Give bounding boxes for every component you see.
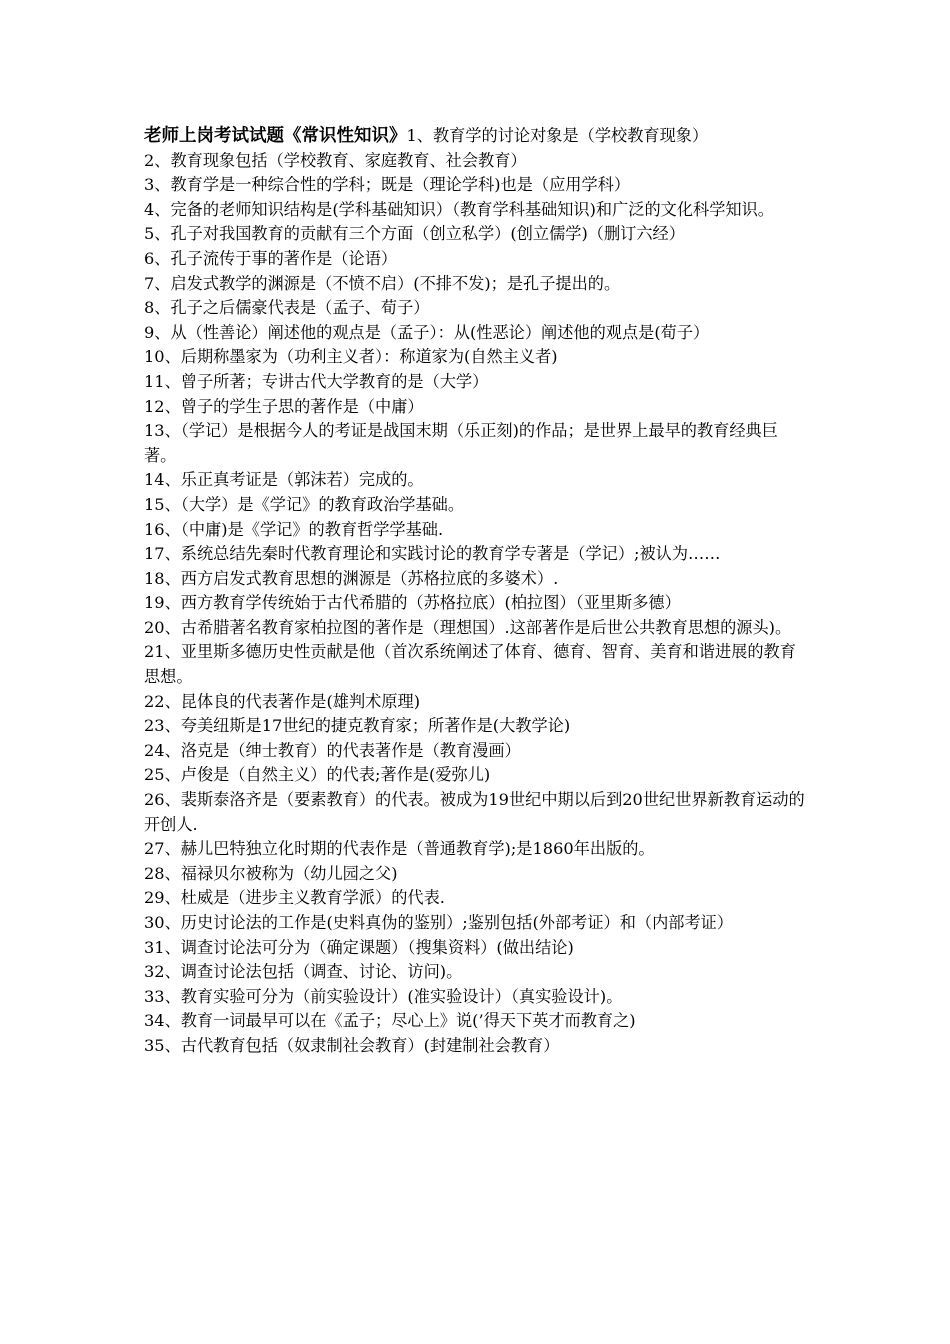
document-line-25: 25、卢俊是（自然主义）的代表;著作是(爱弥儿) [144, 765, 491, 785]
document-line-29: 29、杜威是（进步主义教育学派）的代表. [144, 888, 445, 908]
document-line-24: 24、洛克是（绅士教育）的代表著作是（教育漫画） [144, 740, 521, 760]
document-line-14: 14、乐正真考证是（郭沫若）完成的。 [144, 470, 424, 490]
document-line-16: 16、（中庸)是《学记》的教育哲学学基础. [144, 519, 444, 539]
document-line-30: 30、历史讨论法的工作是(史料真伪的鉴别）;鉴别包括(外部考证）和（内部考证） [144, 913, 734, 932]
document-line-23: 23、夸美纽斯是17世纪的捷克教育家；所著作是(大教学论) [144, 716, 571, 736]
document-line-22: 22、昆体良的代表著作是(雄判术原理) [144, 691, 421, 711]
document-line-4: 4、完备的老师知识结构是(学科基础知识）（教育学科基础知识)和广泛的文化科学知识。 [144, 199, 774, 219]
document-line-2: 2、教育现象包括（学校教育、家庭教育、社会教育） [144, 150, 527, 170]
document-line-5: 5、孔子对我国教育的贡献有三个方面（创立私学）(创立儒学)（删订六经） [144, 224, 685, 244]
document-line-1 [144, 124, 809, 149]
document-line-12: 12、曾子的学生子思的著作是（中庸） [144, 396, 424, 416]
document-line-20: 20、古希腊著名教育家柏拉图的著作是（理想国）.这部著作是后世公共教育思想的源头)。 [144, 617, 792, 637]
document-line-33: 33、教育实验可分为（前实验设计）(准实验设计）（真实验设计)。 [144, 986, 623, 1006]
document-line-6: 6、孔子流传于事的著作是（论语） [144, 248, 398, 268]
document-line-28: 28、福禄贝尔被称为（幼儿园之父) [144, 863, 398, 883]
document-line-19: 19、西方教育学传统始于古代希腊的（苏格拉底）(柏拉图）（亚里斯多德） [144, 593, 681, 613]
document-line-34: 34、教育一词最早可以在《孟子；尽心上》说(’得天下英才而教育之) [144, 1011, 636, 1031]
document-line-26: 26、裴斯泰洛齐是（要素教育）的代表。被成为19世纪中期以后到20世纪世界新教育运动的开创人. [144, 790, 805, 834]
document-line-3: 3、教育学是一种综合性的学科；既是（理论学科)也是（应用学科） [144, 175, 631, 195]
document-line-8: 8、孔子之后儒豪代表是（孟子、荀子） [144, 298, 430, 318]
document-line-17: 17、系统总结先秦时代教育理论和实践讨论的教育学专著是（学记）;被认为…… [144, 544, 721, 564]
document-line-18: 18、西方启发式教育思想的渊源是（苏格拉底的多婆术）. [144, 568, 559, 588]
document-line-9: 9、从（性善论）阐述他的观点是（孟子）：从(性恶论）阐述他的观点是(荀子） [144, 322, 710, 342]
document-line-31: 31、调查讨论法可分为（确定课题）（搜集资料）(做出结论) [144, 937, 574, 957]
document-line-7: 7、启发式教学的渊源是（不愤不启）(不排不发)；是孔子提出的。 [144, 273, 621, 293]
document-line-15: 15、（大学）是《学记》的教育政治学基础。 [144, 494, 465, 514]
document-line-13: 13、（学记）是根据今人的考证是战国末期（乐正刻)的作品；是世界上最早的教育经典巨著。 [144, 421, 778, 465]
document-line-10: 10、后期称墨家为（功利主义者）：称道家为(自然主义者) [144, 347, 558, 367]
document-title: 老师上岗考试试题《常识性知识》 [144, 126, 407, 146]
document-line-text: 1、教育学的讨论对象是（学校教育现象） [406, 126, 709, 145]
document-line-27: 27、赫儿巴特独立化时期的代表作是（普通教育学);是1860年出版的。 [144, 839, 655, 859]
document-line-11: 11、曾子所著；专讲古代大学教育的是（大学） [144, 371, 489, 391]
document-page [144, 124, 809, 1059]
document-line-35: 35、古代教育包括（奴隶制社会教育）(封建制社会教育） [144, 1035, 560, 1055]
document-line-21: 21、亚里斯多德历史性贡献是他（首次系统阐述了体育、德育、智育、美育和谐进展的教育思想。 [144, 642, 796, 687]
document-line-32: 32、调查讨论法包括（调查、讨论、访问)。 [144, 962, 463, 982]
